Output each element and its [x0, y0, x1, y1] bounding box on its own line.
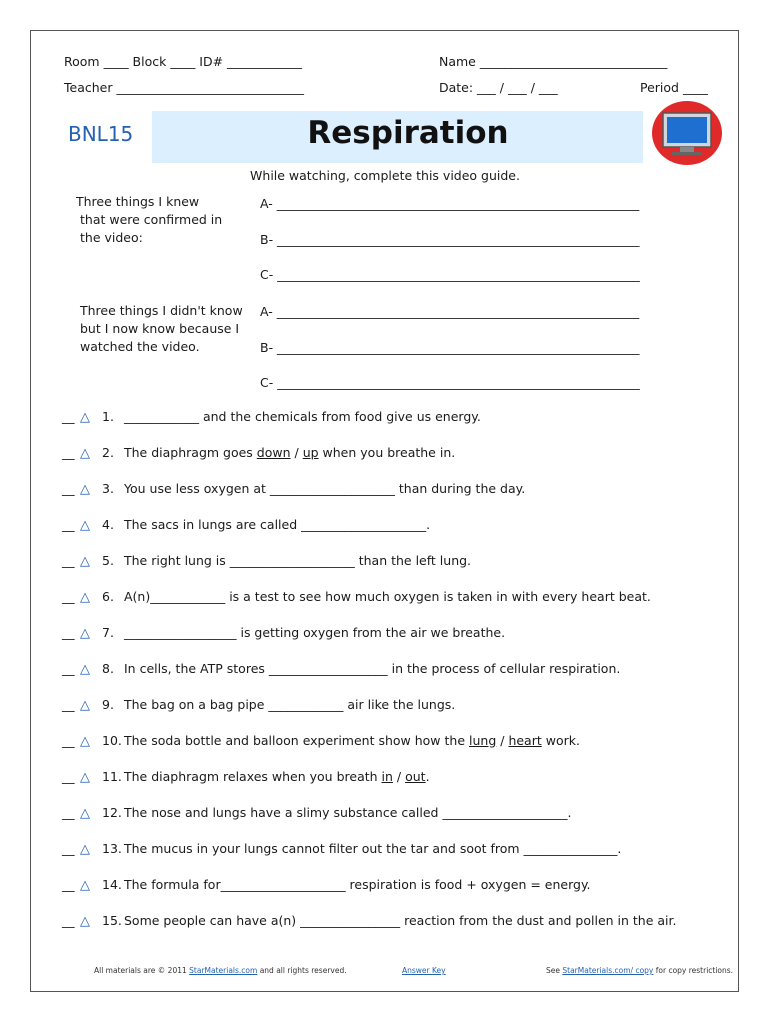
copy-restrictions-text: See	[546, 966, 563, 975]
question-text	[124, 553, 471, 568]
triangle-icon: △	[80, 446, 90, 461]
question-text-part: __________________ is getting oxygen from the air we breathe.	[124, 625, 506, 640]
question-number: 13.	[102, 841, 122, 856]
question-text	[124, 661, 620, 676]
learned-label-line: Three things I didn't know	[80, 303, 243, 318]
question-text	[124, 481, 525, 496]
triangle-icon: △	[80, 410, 90, 425]
question-row	[62, 553, 471, 569]
question-row	[62, 409, 481, 425]
question-row	[62, 913, 676, 929]
question-row	[62, 769, 430, 785]
question-number: 9.	[102, 697, 114, 712]
confirmed-label-line: Three things I knew	[76, 194, 200, 209]
question-text-part: The mucus in your lungs cannot filter out the tar and soot from _______________.	[124, 841, 622, 856]
question-text-part: The sacs in lungs are called ____________________.	[124, 517, 431, 532]
question-text	[124, 877, 591, 892]
question-text	[124, 733, 580, 748]
question-text-part: when you breathe in.	[318, 445, 456, 460]
learned-label-line: but I now know because I	[80, 321, 240, 336]
question-text-part: The soda bottle and balloon experiment show how the	[124, 733, 469, 748]
score-blank[interactable]: __	[62, 697, 75, 712]
question-row	[62, 733, 580, 749]
question-text	[124, 697, 455, 712]
score-blank[interactable]: __	[62, 661, 75, 676]
question-number: 10.	[102, 733, 122, 748]
page-title: Respiration	[307, 115, 509, 151]
triangle-icon: △	[80, 554, 90, 569]
score-blank[interactable]: __	[62, 553, 75, 568]
question-text-part: The formula for____________________ respiration is food + oxygen = energy.	[124, 877, 591, 892]
question-row	[62, 697, 455, 713]
copy-restrictions-link[interactable]: StarMaterials.com/ copy	[562, 966, 654, 975]
question-number: 7.	[102, 625, 114, 640]
question-text-part: In cells, the ATP stores ___________________ in the process of cellular respiration.	[124, 661, 621, 676]
period-field[interactable]: Period ____	[640, 80, 708, 95]
question-number: 5.	[102, 553, 114, 568]
answer-choice[interactable]: in	[381, 769, 393, 784]
question-row	[62, 877, 591, 893]
question-row	[62, 589, 651, 605]
question-text	[124, 841, 621, 856]
question-number: 14.	[102, 877, 122, 892]
question-text-part: Some people can have a(n) ________________ reaction from the dust and pollen in the air.	[124, 913, 677, 928]
question-text-part: A(n)____________ is a test to see how much oxygen is taken in with every heart beat.	[124, 589, 651, 604]
name-field[interactable]: Name ______________________________	[439, 54, 668, 69]
answer-choice[interactable]: up	[302, 445, 319, 460]
question-text-part: .	[425, 769, 430, 784]
question-text-part: The nose and lungs have a slimy substance called ____________________.	[124, 805, 572, 820]
room-block-id-field[interactable]: Room ____ Block ____ ID# ____________	[64, 54, 303, 69]
question-row	[62, 661, 620, 677]
answer-key-footer	[402, 966, 446, 975]
triangle-icon: △	[80, 626, 90, 641]
triangle-icon: △	[80, 878, 90, 893]
question-text-part: The bag on a bag pipe ____________ air like the lungs.	[124, 697, 456, 712]
confirmed-answer-a[interactable]: A- __________________________________________________________	[260, 196, 640, 211]
learned-label-line: watched the video.	[80, 339, 200, 354]
learned-answer-a[interactable]: A- __________________________________________________________	[260, 304, 640, 319]
score-blank[interactable]: __	[62, 841, 75, 856]
question-row	[62, 625, 505, 641]
question-number: 4.	[102, 517, 114, 532]
score-blank[interactable]: __	[62, 625, 75, 640]
score-blank[interactable]: __	[62, 733, 75, 748]
triangle-icon: △	[80, 590, 90, 605]
copy-restrictions-footer	[546, 966, 733, 975]
answer-choice[interactable]: out	[405, 769, 426, 784]
question-text	[124, 409, 481, 424]
starmaterials-link[interactable]: StarMaterials.com	[189, 966, 258, 975]
question-text	[124, 805, 571, 820]
question-text-part: /	[496, 733, 509, 748]
answer-choice[interactable]: lung	[469, 733, 497, 748]
confirmed-label	[76, 193, 222, 247]
score-blank[interactable]: __	[62, 589, 75, 604]
question-text-part: The diaphragm relaxes when you breath	[124, 769, 382, 784]
answer-choice[interactable]: down	[256, 445, 291, 460]
date-field[interactable]: Date: ___ / ___ / ___	[439, 80, 558, 95]
question-text-part: /	[290, 445, 303, 460]
copyright-text: All materials are © 2011	[94, 966, 190, 975]
copy-restrictions-text-end: for copy restrictions.	[653, 966, 734, 975]
question-row	[62, 805, 571, 821]
question-number: 12.	[102, 805, 122, 820]
score-blank[interactable]: __	[62, 805, 75, 820]
triangle-icon: △	[80, 914, 90, 929]
confirmed-answer-c[interactable]: C- __________________________________________________________	[260, 267, 640, 282]
teacher-field[interactable]: Teacher ______________________________	[64, 80, 304, 95]
answer-key-link[interactable]: Answer Key	[402, 966, 446, 975]
score-blank[interactable]: __	[62, 877, 75, 892]
question-row	[62, 517, 430, 533]
triangle-icon: △	[80, 770, 90, 785]
question-text-part: /	[392, 769, 406, 784]
score-blank[interactable]: __	[62, 445, 75, 460]
question-text	[124, 445, 455, 460]
triangle-icon: △	[80, 842, 90, 857]
confirmed-answer-b[interactable]: B- __________________________________________________________	[260, 232, 640, 247]
triangle-icon: △	[80, 734, 90, 749]
question-number: 1.	[102, 409, 114, 424]
score-blank[interactable]: __	[62, 409, 75, 424]
copyright-text-end: and all rights reserved.	[257, 966, 347, 975]
question-number: 8.	[102, 661, 114, 676]
instructions: While watching, complete this video guide.	[250, 168, 520, 183]
confirmed-label-line: the video:	[80, 230, 143, 245]
triangle-icon: △	[80, 518, 90, 533]
question-number: 15.	[102, 913, 122, 928]
triangle-icon: △	[80, 806, 90, 821]
copyright-footer	[94, 966, 347, 975]
question-number: 2.	[102, 445, 114, 460]
question-number: 6.	[102, 589, 114, 604]
question-row	[62, 841, 621, 857]
triangle-icon: △	[80, 698, 90, 713]
question-text	[124, 913, 676, 928]
question-text	[124, 769, 430, 784]
worksheet-code: BNL15	[68, 122, 134, 146]
question-text-part: You use less oxygen at ____________________ than during the day.	[124, 481, 526, 496]
question-text	[124, 625, 505, 640]
question-text-part: work.	[541, 733, 580, 748]
question-text	[124, 589, 651, 604]
question-number: 11.	[102, 769, 122, 784]
tv-icon	[650, 99, 724, 167]
question-text-part: The diaphragm goes	[124, 445, 257, 460]
learned-answer-b[interactable]: B- __________________________________________________________	[260, 340, 640, 355]
triangle-icon: △	[80, 482, 90, 497]
question-text	[124, 517, 430, 532]
learned-label	[80, 302, 243, 356]
learned-answer-c[interactable]: C- __________________________________________________________	[260, 375, 640, 390]
answer-choice[interactable]: heart	[508, 733, 542, 748]
confirmed-label-line: that were confirmed in	[80, 212, 223, 227]
question-row	[62, 481, 525, 497]
score-blank[interactable]: __	[62, 769, 75, 784]
score-blank[interactable]: __	[62, 517, 75, 532]
score-blank[interactable]: __	[62, 913, 75, 928]
question-text-part: ____________ and the chemicals from food give us energy.	[124, 409, 481, 424]
score-blank[interactable]: __	[62, 481, 75, 496]
triangle-icon: △	[80, 662, 90, 677]
question-row	[62, 445, 455, 461]
question-number: 3.	[102, 481, 114, 496]
question-text-part: The right lung is ____________________ than the left lung.	[124, 553, 472, 568]
